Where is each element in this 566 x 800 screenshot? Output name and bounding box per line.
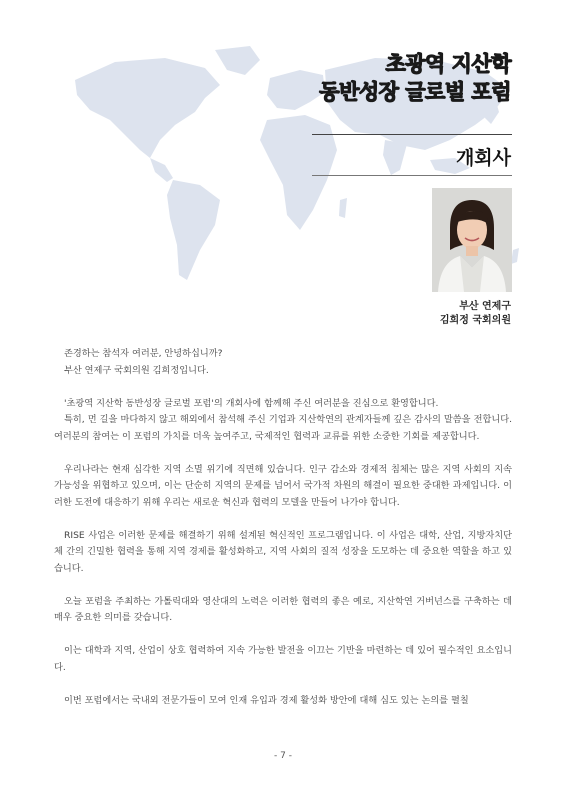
body-line: 특히, 먼 길을 마다하지 않고 해외에서 참석해 주신 기업과 지산학연의 관계자들께 깊은 감사의 말씀을 전합니다. 여러분의 참여는 이 포럼의 가치를 더욱 높여주고, 국제적인 협력과 교류를 위한 소중한 기회를 제공합니다.: [54, 414, 512, 442]
section-heading: 개회사: [455, 147, 511, 169]
speech-body: [54, 346, 512, 709]
portrait-icon: [432, 188, 512, 292]
body-line: '초광역 지산학 동반성장 글로벌 포럼'의 개회사에 함께해 주신 여러분을 진심으로 환영합니다.: [64, 397, 439, 409]
speaker-region: 부산 연제구: [459, 301, 511, 312]
forum-title: [319, 50, 511, 106]
body-line: 이번 포럼에서는 국내외 전문가들이 모여 인재 유입과 경제 활성화 방안에 대해 심도 있는 논의를 펼칠: [64, 694, 469, 706]
heading-bottom-rule: [312, 175, 512, 176]
title-line-2: 동반성장 글로벌 포럼: [319, 80, 511, 104]
title-line-1: 초광역 지산학: [385, 52, 511, 76]
heading-top-rule: [312, 134, 512, 135]
speaker-portrait: [432, 188, 512, 292]
body-line: 부산 연제구 국회의원 김희정입니다.: [64, 364, 209, 376]
body-line: 존경하는 참석자 여러분, 안녕하십니까?: [64, 348, 223, 359]
body-line: RISE 사업은 이러한 문제를 해결하기 위해 설계된 혁신적인 프로그램입니다. 이 사업은 대학, 산업, 지방자치단체 간의 긴밀한 협력을 통해 지역 경제를 활성화하고, 지역 사회의 질적 성장을 도모하는 데 중요한 역할을 하고 있습니다.: [54, 529, 512, 574]
body-line: 오늘 포럼을 주최하는 가톨릭대와 영산대의 노력은 이러한 협력의 좋은 예로, 지산학연 거버넌스를 구축하는 데 매우 중요한 의미를 갖습니다.: [54, 595, 512, 623]
speaker-name-title: 김희정 국회의원: [439, 315, 511, 326]
speaker-caption: [440, 300, 511, 328]
body-line: 우리나라는 현재 심각한 지역 소멸 위기에 직면해 있습니다. 인구 감소와 경제적 침체는 많은 지역 사회의 지속 가능성을 위협하고 있으며, 이는 단순히 지역의 문제를 넘어서 국가적 차원의 해결이 필요한 중대한 과제입니다. 이러한 도전에 대응하기 위해 우리는 새로운 혁신과 협력의 모델을 만들어 나가야 합니다.: [54, 463, 512, 508]
page-number: - 7 -: [274, 751, 292, 761]
body-line: 이는 대학과 지역, 산업이 상호 협력하여 지속 가능한 발전을 이끄는 기반을 마련하는 데 있어 필수적인 요소입니다.: [54, 645, 512, 673]
